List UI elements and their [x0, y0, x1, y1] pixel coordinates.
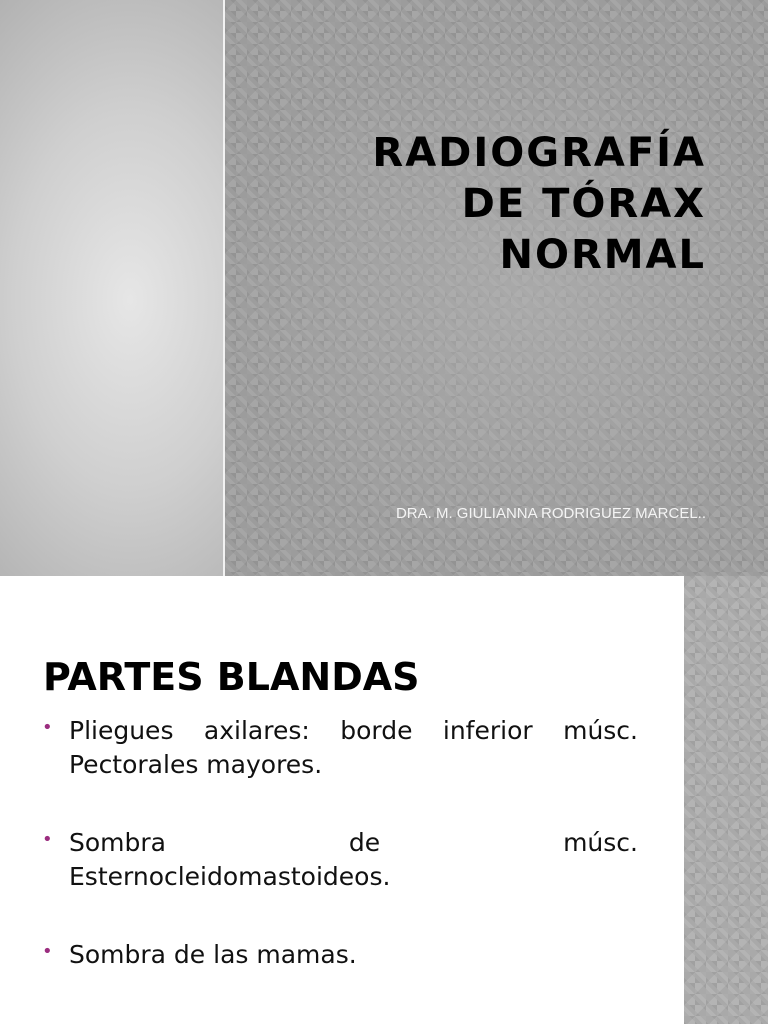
bullet-dot-icon: •	[42, 717, 53, 738]
bullet-text-line-2: Esternocleidomastoideos.	[69, 862, 391, 891]
slide-title-line-3: NORMAL	[499, 232, 706, 278]
bullet-dot-icon: •	[42, 829, 53, 850]
bullet-item	[42, 938, 638, 972]
bullet-text-line-1: Sombra de músc.	[69, 828, 638, 857]
title-slide-left-panel	[0, 0, 223, 576]
slide-title	[286, 128, 706, 281]
content-slide	[0, 576, 768, 1024]
content-slide-patterned-band	[684, 576, 768, 1024]
bullet-item	[42, 714, 638, 782]
bullet-dot-icon: •	[42, 941, 53, 962]
slide-title-line-1: RADIOGRAFÍA	[372, 130, 706, 176]
bullet-list	[42, 714, 638, 972]
content-slide-heading: PARTES BLANDAS	[43, 655, 420, 699]
bullet-item	[42, 826, 638, 894]
bullet-text-line-1: Pliegues axilares: borde inferior músc.	[69, 716, 638, 745]
bullet-text-line-2: Pectorales mayores.	[69, 750, 323, 779]
bullet-text-line-1: Sombra de las mamas.	[69, 940, 357, 969]
slide-subtitle-author: DRA. M. GIULIANNA RODRIGUEZ MARCEL..	[395, 505, 706, 522]
title-slide-patterned-panel	[225, 0, 768, 576]
slide-title-line-2: DE TÓRAX	[461, 181, 706, 227]
